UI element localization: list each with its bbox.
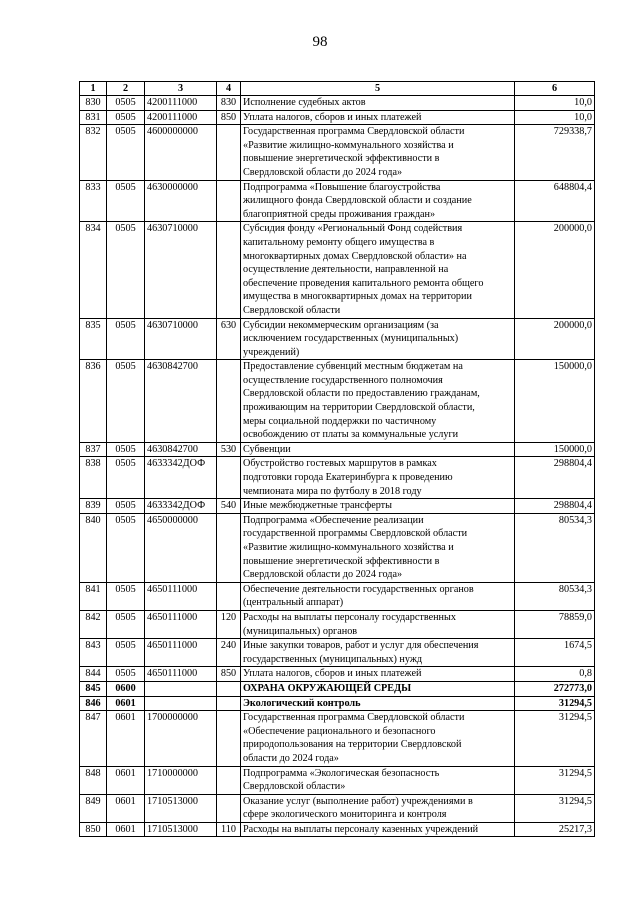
target-code-cell: 4650111000: [145, 667, 217, 682]
description-line: Подпрограмма «Обеспечение реализации: [243, 514, 424, 526]
amount-cell: 25217,3: [515, 822, 595, 837]
description-line: «Развитие жилищно-коммунального хозяйства и: [243, 139, 454, 151]
target-code-cell: 1700000000: [145, 711, 217, 766]
description-line: ОХРАНА ОКРУЖАЮЩЕЙ СРЕДЫ: [243, 682, 412, 694]
target-code-cell: 4650111000: [145, 610, 217, 638]
expense-kind-cell: [217, 681, 241, 696]
section-code-cell: 0601: [107, 794, 145, 822]
header-cell: 5: [241, 82, 515, 96]
description-line: «Обеспечение рационального и безопасного: [243, 725, 436, 737]
row-number-cell: 842: [80, 610, 107, 638]
row-number-cell: 847: [80, 711, 107, 766]
description-cell: [241, 110, 515, 125]
description-line: повышение энергетической эффективности в: [243, 555, 440, 567]
description-line: (муниципальных) органов: [243, 625, 358, 637]
section-code-cell: 0601: [107, 822, 145, 837]
expense-kind-cell: 630: [217, 318, 241, 360]
amount-cell: 200000,0: [515, 222, 595, 318]
section-code-cell: 0601: [107, 711, 145, 766]
description-cell: [241, 96, 515, 111]
description-line: Государственная программа Свердловской области: [243, 712, 465, 724]
table-row: [80, 711, 595, 766]
row-number-cell: 834: [80, 222, 107, 318]
expense-kind-cell: [217, 180, 241, 222]
row-number-cell: 844: [80, 667, 107, 682]
table-row: [80, 457, 595, 499]
amount-cell: 272773,0: [515, 681, 595, 696]
description-line: Субсидия фонду «Региональный Фонд содействия: [243, 223, 463, 235]
target-code-cell: 4633342ДОФ: [145, 499, 217, 514]
description-line: имущества в многоквартирных домах на территории: [243, 291, 472, 303]
description-cell: [241, 442, 515, 457]
description-cell: [241, 499, 515, 514]
table-row: [80, 667, 595, 682]
target-code-cell: 4630710000: [145, 222, 217, 318]
row-number-cell: 845: [80, 681, 107, 696]
target-code-cell: [145, 696, 217, 711]
table-row: [80, 110, 595, 125]
section-code-cell: 0505: [107, 110, 145, 125]
section-code-cell: 0505: [107, 180, 145, 222]
description-line: Государственная программа Свердловской области: [243, 126, 465, 138]
description-line: подготовки города Екатеринбурга к проведению: [243, 472, 453, 484]
row-number-cell: 840: [80, 513, 107, 582]
expense-kind-cell: [217, 513, 241, 582]
description-line: Оказание услуг (выполнение работ) учреждениями в: [243, 795, 473, 807]
row-number-cell: 848: [80, 766, 107, 794]
row-number-cell: 837: [80, 442, 107, 457]
table-row: [80, 766, 595, 794]
table-row: [80, 681, 595, 696]
description-cell: [241, 639, 515, 667]
section-code-cell: 0505: [107, 639, 145, 667]
target-code-cell: 4200111000: [145, 110, 217, 125]
description-cell: [241, 222, 515, 318]
expense-kind-cell: [217, 125, 241, 180]
section-code-cell: 0505: [107, 513, 145, 582]
amount-cell: 10,0: [515, 110, 595, 125]
table-row: [80, 639, 595, 667]
section-code-cell: 0505: [107, 125, 145, 180]
description-line: государственных (муниципальных) нужд: [243, 653, 423, 665]
amount-cell: 80534,3: [515, 582, 595, 610]
header-cell: 2: [107, 82, 145, 96]
description-line: Субвенции: [243, 443, 291, 455]
expense-kind-cell: 240: [217, 639, 241, 667]
section-code-cell: 0505: [107, 667, 145, 682]
amount-cell: 150000,0: [515, 360, 595, 443]
amount-cell: 1674,5: [515, 639, 595, 667]
section-code-cell: 0601: [107, 766, 145, 794]
header-cell: 3: [145, 82, 217, 96]
table-row: [80, 822, 595, 837]
description-cell: [241, 180, 515, 222]
row-number-cell: 838: [80, 457, 107, 499]
target-code-cell: [145, 681, 217, 696]
section-code-cell: 0505: [107, 582, 145, 610]
section-code-cell: 0600: [107, 681, 145, 696]
row-number-cell: 835: [80, 318, 107, 360]
table-row: [80, 610, 595, 638]
amount-cell: 729338,7: [515, 125, 595, 180]
description-line: благоприятной среды проживания граждан»: [243, 208, 436, 220]
budget-table: [79, 81, 595, 837]
row-number-cell: 843: [80, 639, 107, 667]
expense-kind-cell: 850: [217, 667, 241, 682]
amount-cell: 80534,3: [515, 513, 595, 582]
section-code-cell: 0505: [107, 610, 145, 638]
description-line: Экологический контроль: [243, 697, 361, 709]
amount-cell: 31294,5: [515, 766, 595, 794]
target-code-cell: 4630000000: [145, 180, 217, 222]
description-cell: [241, 360, 515, 443]
expense-kind-cell: [217, 222, 241, 318]
table-row: [80, 360, 595, 443]
description-line: Уплата налогов, сборов и иных платежей: [243, 668, 422, 680]
expense-kind-cell: [217, 766, 241, 794]
amount-cell: 648804,4: [515, 180, 595, 222]
header-cell: 4: [217, 82, 241, 96]
expense-kind-cell: [217, 794, 241, 822]
description-line: «Развитие жилищно-коммунального хозяйства и: [243, 542, 454, 553]
row-number-cell: 846: [80, 696, 107, 711]
description-line: осуществление государственного полномочия: [243, 374, 443, 386]
description-cell: [241, 696, 515, 711]
description-line: осуществление деятельности, направленной на: [243, 264, 449, 276]
table-body: [80, 96, 595, 837]
description-line: жилищного фонда Свердловской области и создание: [243, 195, 472, 207]
amount-cell: 31294,5: [515, 696, 595, 711]
amount-cell: 78859,0: [515, 610, 595, 638]
table-row: [80, 442, 595, 457]
description-line: Свердловской области до 2024 года»: [243, 166, 403, 178]
description-line: обеспечение проведения капитального ремонта общего: [243, 277, 484, 289]
header-row: [80, 82, 595, 96]
target-code-cell: 1710513000: [145, 794, 217, 822]
description-line: Расходы на выплаты персоналу государственных: [243, 611, 456, 623]
expense-kind-cell: [217, 696, 241, 711]
description-cell: [241, 125, 515, 180]
table-row: [80, 794, 595, 822]
description-line: меры социальной поддержки по частичному: [243, 415, 437, 427]
description-line: проживающим на территории Свердловской области,: [243, 402, 475, 414]
description-line: области до 2024 года»: [243, 752, 339, 764]
description-line: Подпрограмма «Повышение благоустройства: [243, 181, 441, 193]
description-cell: [241, 822, 515, 837]
amount-cell: 200000,0: [515, 318, 595, 360]
table-row: [80, 696, 595, 711]
expense-kind-cell: 540: [217, 499, 241, 514]
target-code-cell: 1710513000: [145, 822, 217, 837]
description-line: Предоставление субвенций местным бюджетам на: [243, 361, 463, 373]
description-line: исключением государственных (муниципальных): [243, 333, 459, 345]
description-cell: [241, 318, 515, 360]
target-code-cell: 4630710000: [145, 318, 217, 360]
description-line: Свердловской области до 2024 года»: [243, 569, 403, 581]
expense-kind-cell: [217, 711, 241, 766]
description-cell: [241, 582, 515, 610]
description-line: Расходы на выплаты персоналу казенных учреждений: [243, 823, 479, 835]
amount-cell: 298804,4: [515, 457, 595, 499]
target-code-cell: 4600000000: [145, 125, 217, 180]
target-code-cell: 1710000000: [145, 766, 217, 794]
target-code-cell: 4650111000: [145, 639, 217, 667]
description-line: капитальному ремонту общего имущества в: [243, 236, 435, 248]
amount-cell: 10,0: [515, 96, 595, 111]
description-line: учреждений): [243, 346, 300, 358]
expense-kind-cell: 830: [217, 96, 241, 111]
expense-kind-cell: [217, 457, 241, 499]
row-number-cell: 832: [80, 125, 107, 180]
description-line: Исполнение судебных актов: [243, 97, 366, 108]
description-line: многоквартирных домах Свердловской области» на: [243, 250, 467, 262]
section-code-cell: 0505: [107, 499, 145, 514]
description-line: Уплата налогов, сборов и иных платежей: [243, 111, 422, 123]
description-line: Иные межбюджетные трансферты: [243, 500, 392, 512]
header-cell: 6: [515, 82, 595, 96]
expense-kind-cell: [217, 582, 241, 610]
description-cell: [241, 794, 515, 822]
description-line: (центральный аппарат): [243, 597, 344, 609]
row-number-cell: 850: [80, 822, 107, 837]
amount-cell: 150000,0: [515, 442, 595, 457]
table-row: [80, 499, 595, 514]
expense-kind-cell: 530: [217, 442, 241, 457]
section-code-cell: 0505: [107, 442, 145, 457]
section-code-cell: 0505: [107, 360, 145, 443]
section-code-cell: 0505: [107, 222, 145, 318]
section-code-cell: 0505: [107, 457, 145, 499]
description-line: Обустройство гостевых маршрутов в рамках: [243, 458, 437, 470]
page-number: 98: [312, 34, 328, 50]
row-number-cell: 830: [80, 96, 107, 111]
table-row: [80, 582, 595, 610]
section-code-cell: 0505: [107, 318, 145, 360]
description-line: Субсидии некоммерческим организациям (за: [243, 319, 439, 331]
section-code-cell: 0505: [107, 96, 145, 111]
description-line: природопользования на территории Свердловской: [243, 739, 462, 751]
amount-cell: 298804,4: [515, 499, 595, 514]
row-number-cell: 836: [80, 360, 107, 443]
description-cell: [241, 513, 515, 582]
amount-cell: 31294,5: [515, 711, 595, 766]
table-row: [80, 513, 595, 582]
target-code-cell: 4633342ДОФ: [145, 457, 217, 499]
description-cell: [241, 711, 515, 766]
description-line: сфере экологического мониторинга и контроля: [243, 809, 447, 821]
expense-kind-cell: 110: [217, 822, 241, 837]
expense-kind-cell: 850: [217, 110, 241, 125]
target-code-cell: 4630842700: [145, 360, 217, 443]
header-cell: 1: [80, 82, 107, 96]
description-line: Свердловской области: [243, 304, 341, 316]
description-line: Иные закупки товаров, работ и услуг для обеспечения: [243, 640, 479, 652]
description-cell: [241, 667, 515, 682]
row-number-cell: 839: [80, 499, 107, 514]
target-code-cell: 4650111000: [145, 582, 217, 610]
row-number-cell: 849: [80, 794, 107, 822]
description-line: освобождению от платы за коммунальные услуги: [243, 429, 459, 441]
description-line: государственной программы Свердловской области: [243, 528, 468, 540]
section-code-cell: 0601: [107, 696, 145, 711]
table-row: [80, 222, 595, 318]
table-row: [80, 318, 595, 360]
row-number-cell: 841: [80, 582, 107, 610]
expense-kind-cell: [217, 360, 241, 443]
description-line: Подпрограмма «Экологическая безопасность: [243, 767, 440, 779]
row-number-cell: 833: [80, 180, 107, 222]
amount-cell: 31294,5: [515, 794, 595, 822]
table-row: [80, 180, 595, 222]
target-code-cell: 4630842700: [145, 442, 217, 457]
description-cell: [241, 766, 515, 794]
description-cell: [241, 457, 515, 499]
expense-kind-cell: 120: [217, 610, 241, 638]
target-code-cell: 4200111000: [145, 96, 217, 111]
table-row: [80, 125, 595, 180]
description-line: Свердловской области по предоставлению гражданам,: [243, 388, 480, 400]
row-number-cell: 831: [80, 110, 107, 125]
target-code-cell: 4650000000: [145, 513, 217, 582]
description-line: Свердловской области»: [243, 781, 346, 793]
description-line: Обеспечение деятельности государственных органов: [243, 583, 474, 595]
amount-cell: 0,8: [515, 667, 595, 682]
table-row: [80, 96, 595, 111]
description-line: повышение энергетической эффективности в: [243, 153, 440, 165]
description-line: чемпионата мира по футболу в 2018 году: [243, 485, 422, 497]
description-cell: [241, 681, 515, 696]
description-cell: [241, 610, 515, 638]
